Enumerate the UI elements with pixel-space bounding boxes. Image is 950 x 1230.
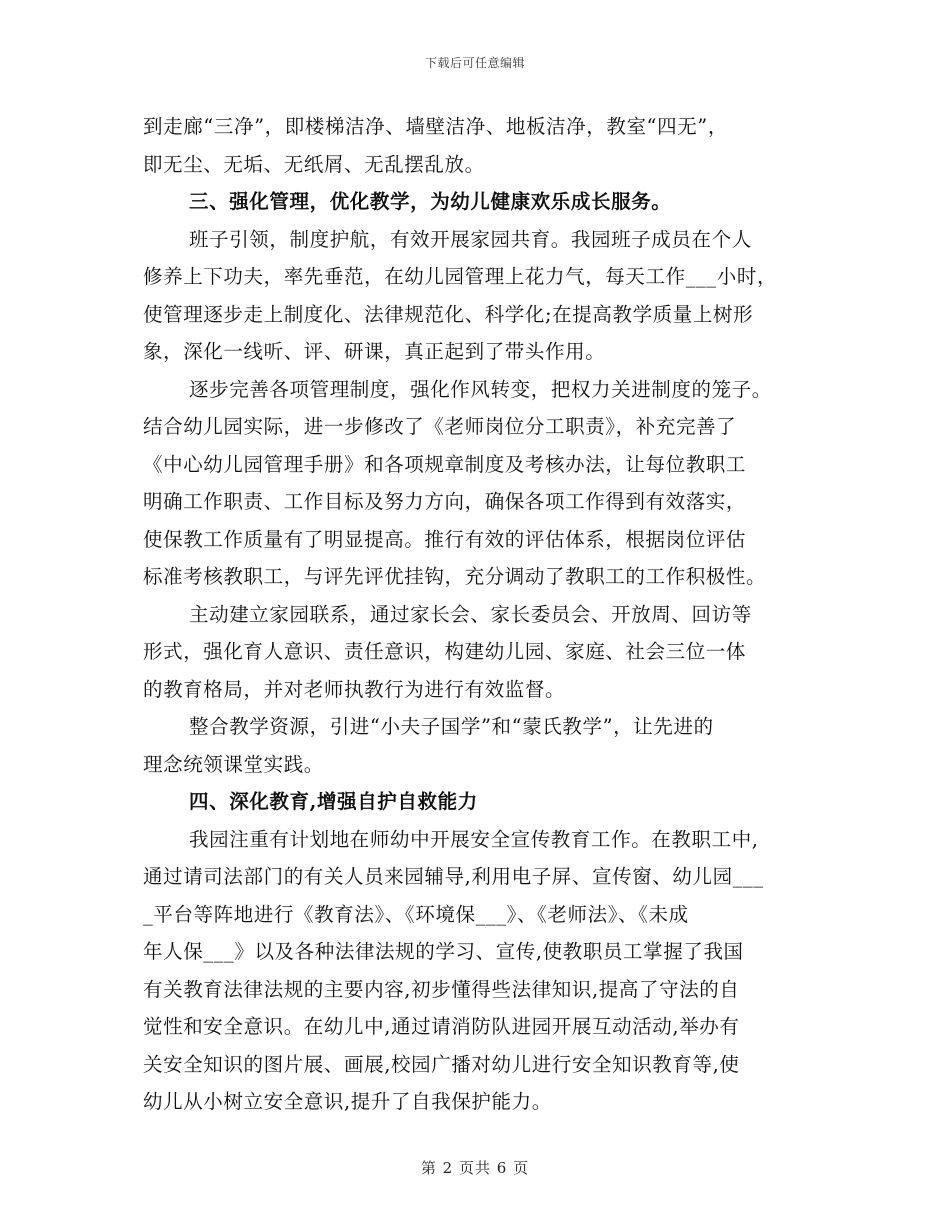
section-heading: 三、强化管理，优化教学，为幼儿健康欢乐成长服务。: [189, 190, 672, 213]
paragraph-line: 到走廊“三净”，即楼梯洁净、墙壁洁净、地板洁净，教室“四无”，: [143, 115, 728, 138]
paragraph-line: 有关教育法律法规的主要内容,初步懂得些法律知识,提高了守法的自: [143, 977, 740, 1001]
section-heading: 四、深化教育,增强自护自救能力: [189, 790, 478, 813]
paragraph-line: _平台等阵地进行《教育法》、《环境保___》、《老师法》、《未成: [143, 902, 689, 926]
paragraph-line: 主动建立家园联系，通过家长会、家长委员会、开放周、回访等: [189, 602, 752, 626]
paragraph-line: 《中心幼儿园管理手册》和各项规章制度及考核办法，让每位教职工: [143, 452, 747, 476]
paragraph-line: 形式，强化育人意识、责任意识，构建幼儿园、家庭、社会三位一体: [143, 640, 747, 663]
paragraph-line: 使管理逐步走上制度化、法律规范化、科学化;在提高教学质量上树形: [143, 302, 754, 326]
paragraph-line: 逐步完善各项管理制度，强化作风转变，把权力关进制度的笼子。: [189, 377, 772, 401]
paragraph-line: 幼儿从小树立安全意识,提升了自我保护能力。: [143, 1090, 552, 1113]
paragraph-line: 的教育格局，并对老师执教行为进行有效监督。: [143, 677, 566, 701]
paragraph-line: 象，深化一线听、评、研课，真正起到了带头作用。: [143, 340, 606, 363]
paragraph-line: 即无尘、无垢、无纸屑、无乱摆乱放。: [143, 152, 485, 176]
paragraph-line: 觉性和安全意识。在幼儿中,通过请消防队进园开展互动活动,举办有: [143, 1015, 740, 1038]
paragraph-line: 通过请司法部门的有关人员来园辅导,利用电子屏、宣传窗、幼儿园___: [143, 865, 764, 888]
paragraph-line: 理念统领课堂实践。: [143, 752, 324, 776]
paragraph-line: 结合幼儿园实际，进一步修改了《老师岗位分工职责》，补充完善了: [143, 415, 737, 438]
paragraph-line: 使保教工作质量有了明显提高。推行有效的评估体系，根据岗位评估: [143, 527, 747, 551]
document-body: [143, 108, 807, 1121]
paragraph-line: 我园注重有计划地在师幼中开展安全宣传教育工作。在教职工中,: [189, 827, 759, 851]
paragraph-line: 整合教学资源，引进“小夫子国学”和“蒙氏教学”，让先进的: [189, 715, 714, 738]
page-header: 下载后可任意编辑: [424, 56, 525, 70]
paragraph-line: 年人保___》以及各种法律法规的学习、宣传,使教职员工掌握了我国: [143, 940, 744, 963]
paragraph-line: 关安全知识的图片展、画展,校园广播对幼儿进行安全知识教育等,使: [143, 1052, 740, 1076]
paragraph-line: 明确工作职责、工作目标及努力方向，确保各项工作得到有效落实，: [143, 490, 747, 513]
paragraph-line: 修养上下功夫，率先垂范，在幼儿园管理上花力气，每天工作___小时，: [143, 265, 778, 288]
paragraph-line: 班子引领，制度护航，有效开展家园共育。我园班子成员在个人: [189, 227, 752, 251]
page-footer: 第 2 页共 6 页: [420, 1159, 530, 1177]
paragraph-line: 标准考核教职工，与评先评优挂钩，充分调动了教职工的工作积极性。: [143, 565, 767, 588]
